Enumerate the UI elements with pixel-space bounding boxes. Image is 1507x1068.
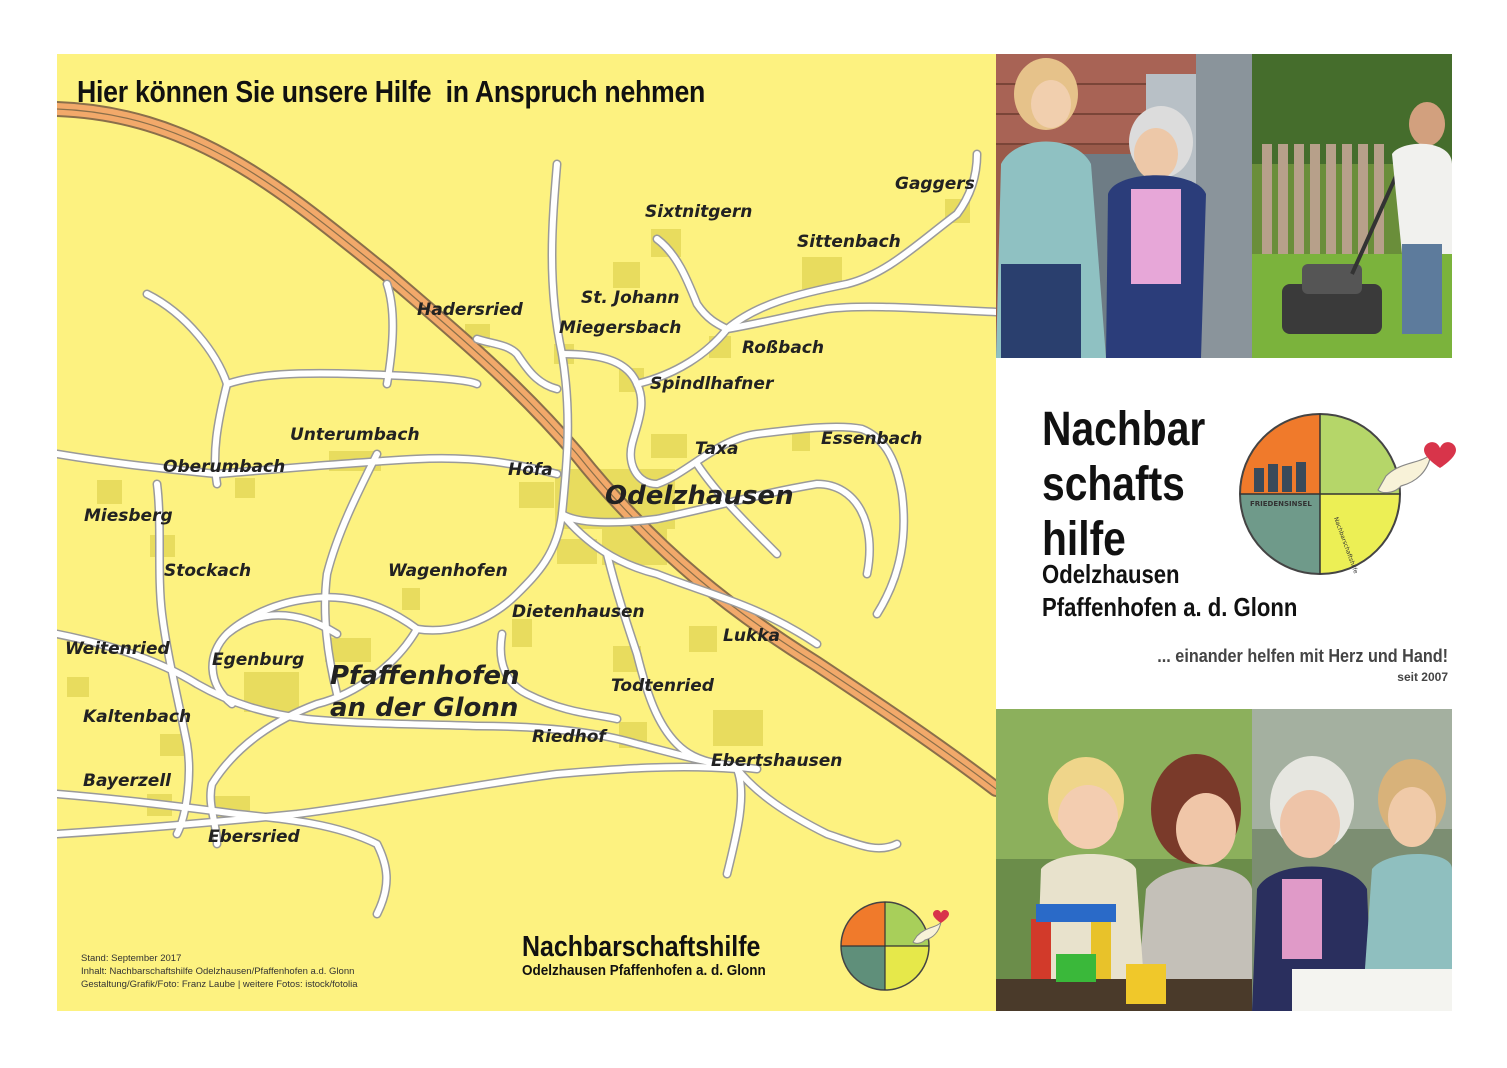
place-label-main: an der Glonn	[330, 693, 519, 723]
place-label: Miegersbach	[559, 318, 682, 338]
map-panel	[57, 54, 996, 1011]
place-label: Stockach	[164, 561, 252, 581]
place-label: Unterumbach	[290, 425, 420, 445]
place-label: Höfa	[508, 460, 553, 480]
place-label: St. Johann	[581, 288, 680, 308]
bottom-brand-subtitle: Odelzhausen Pfaffenhofen a. d. Glonn	[522, 962, 766, 979]
credit-line: Inhalt: Nachbarschaftshilfe Odelzhausen/Pfaffenhofen a.d. Glonn	[81, 966, 355, 977]
place-label: Roßbach	[742, 338, 824, 358]
place-label: Sittenbach	[797, 232, 901, 252]
place-label: Essenbach	[821, 429, 923, 449]
place-label: Dietenhausen	[512, 602, 645, 622]
brand-panel	[996, 358, 1452, 708]
place-label: Riedhof	[532, 727, 606, 747]
photo-mother-child	[996, 709, 1252, 1011]
logo-text-friedensinsel: FRIEDENSINSEL	[1250, 500, 1312, 508]
place-label: Ebersried	[208, 827, 300, 847]
map-title: Hier können Sie unsere Hilfe in Anspruch nehmen	[77, 74, 706, 109]
place-label: Oberumbach	[163, 457, 286, 477]
credit-line: Gestaltung/Grafik/Foto: Franz Laube | weitere Fotos: istock/fotolia	[81, 979, 358, 990]
logo-emblem	[1236, 406, 1460, 587]
photo-senior-helper	[1252, 709, 1452, 1011]
place-label: Weitenried	[65, 639, 170, 659]
photo-women-car	[996, 54, 1252, 358]
place-label: Todtenried	[611, 676, 714, 696]
place-label: Ebertshausen	[711, 751, 843, 771]
road-map	[57, 54, 996, 1011]
brand-title-line: hilfe	[1042, 513, 1126, 566]
brand-subtitle-line: Odelzhausen	[1042, 559, 1180, 589]
bottom-brand	[522, 931, 799, 979]
place-label: Spindlhafner	[650, 374, 774, 394]
place-label: Sixtnitgern	[645, 202, 753, 222]
place-label: Lukka	[723, 626, 781, 646]
brand-subtitle-line: Pfaffenhofen a. d. Glonn	[1042, 592, 1298, 622]
slogan: ... einander helfen mit Herz und Hand!	[1157, 646, 1448, 666]
photo-man-lawnmower	[1252, 54, 1452, 358]
heart-icon	[1424, 442, 1456, 468]
place-label: Bayerzell	[83, 771, 171, 791]
place-label: Hadersried	[417, 300, 523, 320]
place-label: Taxa	[695, 439, 739, 459]
place-label-main: Pfaffenhofen	[330, 661, 520, 691]
credit-line: Stand: September 2017	[81, 953, 182, 964]
place-label: Kaltenbach	[83, 707, 192, 727]
brand-title-line: schafts	[1042, 458, 1185, 511]
brand-title	[1042, 402, 1205, 567]
place-label: Egenburg	[212, 650, 305, 670]
heart-icon	[933, 910, 949, 923]
brand-title-line: Nachbar	[1042, 403, 1206, 456]
roads	[57, 154, 996, 914]
place-label: Miesberg	[84, 506, 173, 526]
logo-emblem	[837, 896, 959, 1001]
since-label: seit 2007	[1397, 670, 1448, 684]
credits	[81, 952, 358, 991]
place-label: Gaggers	[895, 174, 975, 194]
bottom-brand-title: Nachbarschaftshilfe	[522, 931, 761, 963]
place-label-main: Odelzhausen	[605, 481, 794, 511]
logo-text-nachbarschaftshilfe: Nachbarschaftshilfe	[1332, 516, 1360, 575]
place-label: Wagenhofen	[388, 561, 508, 581]
